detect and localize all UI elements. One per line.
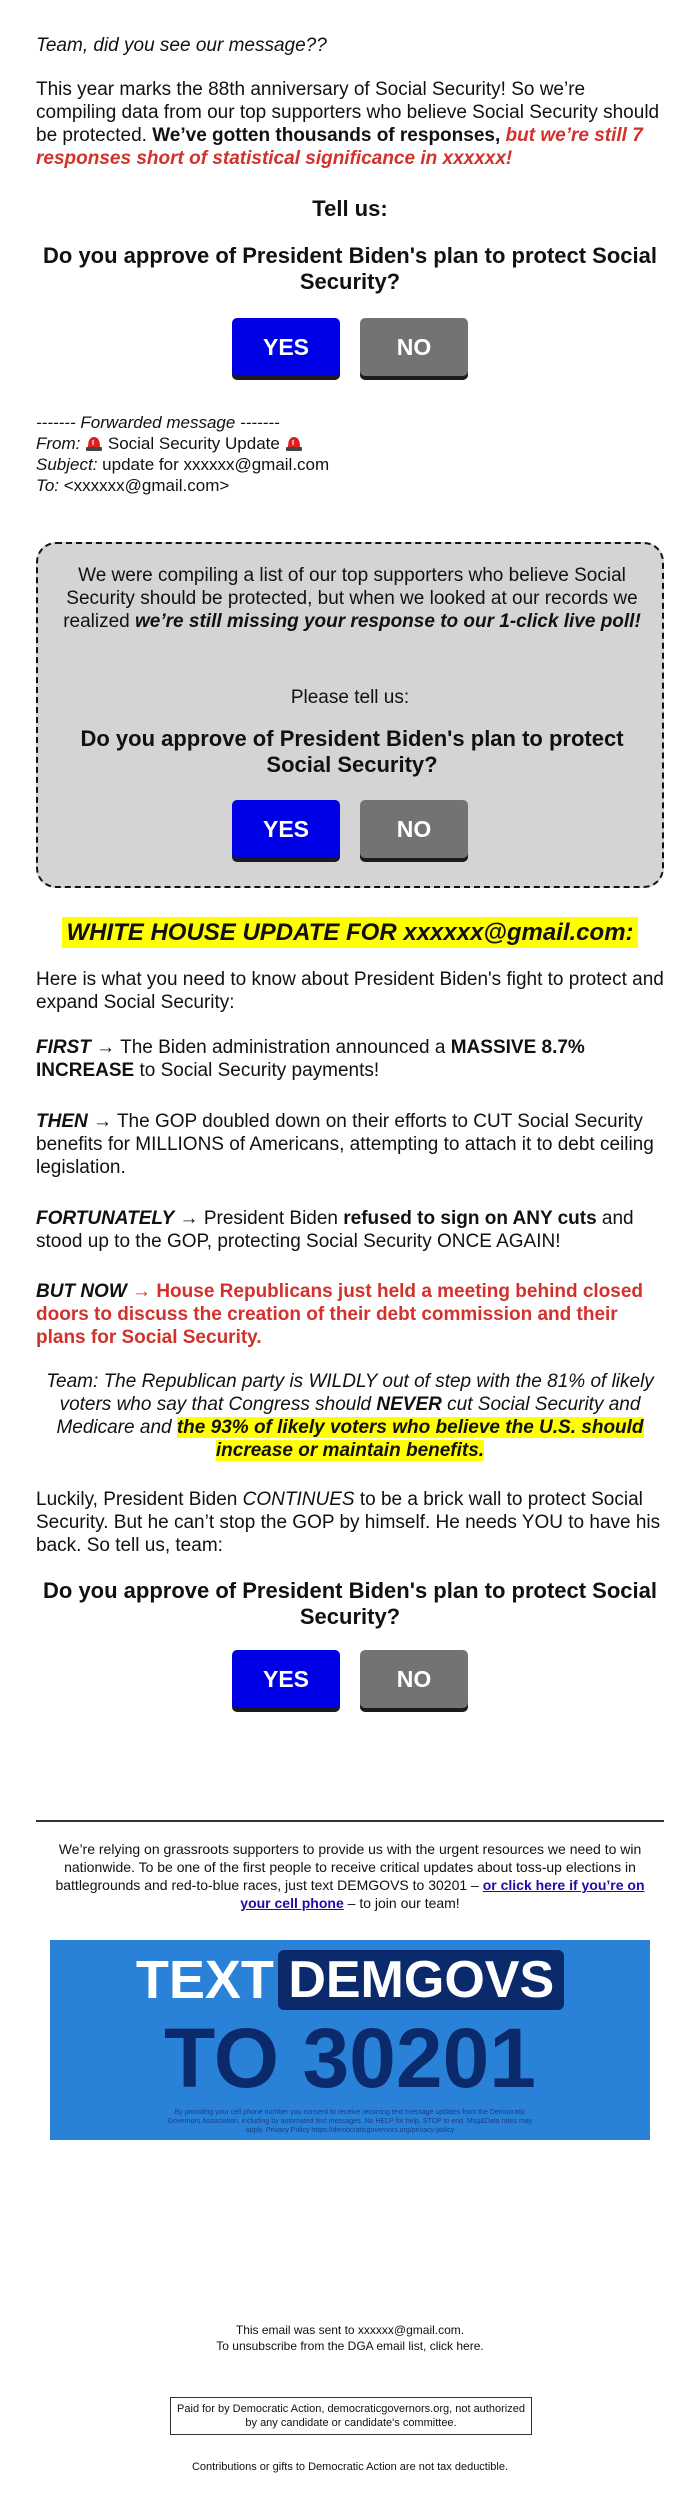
grassroots-tail: – to join our team! [343, 1895, 460, 1911]
team-note-part2: cut Social Security and Medicare and [56, 1394, 641, 1438]
please-tell-us: Please tell us: [290, 687, 410, 708]
first-bold: MASSIVE 8.7% INCREASE [36, 1037, 585, 1081]
footer-sent-to: This email was sent to xxxxxx@gmail.com. [235, 2323, 465, 2337]
intro-bold: We’ve gotten thousands of responses, [152, 125, 501, 146]
forwarded-block [36, 412, 329, 496]
no-button[interactable]: NO [360, 1650, 468, 1708]
first-paragraph [36, 1036, 664, 1082]
first-tail: to Social Security payments! [134, 1060, 380, 1081]
from-label: From: [36, 434, 81, 453]
poll-callout-box [36, 542, 664, 888]
team-note [36, 1370, 664, 1462]
callout-plain: We were compiling a list of our top supporters who believe Social Security should be protected, but when we looked at our records we realized [63, 565, 638, 632]
no-button[interactable]: NO [360, 318, 468, 376]
callout-emph: we’re still missing your response to our 1-click live poll! [135, 611, 641, 632]
poll-question-2: Do you approve of President Biden's plan to protect Social Security? [80, 726, 624, 777]
team-note-part1: Team: The Republican party is WILDLY out of step with the 81% of likely voters who say that Congress should [46, 1371, 654, 1415]
need-to-know: Here is what you need to know about President Biden's fight to protect and expand Social Security: [36, 969, 664, 1013]
luckily-part1: Luckily, President Biden [36, 1489, 243, 1510]
team-note-never: NEVER [376, 1394, 442, 1415]
banner-line-1 [50, 1948, 650, 2012]
fortunately-text: President Biden [203, 1208, 344, 1229]
banner-keyword: DEMGOVS [278, 1950, 564, 2010]
forwarded-to [36, 475, 329, 496]
forwarded-header: ------- Forwarded message ------- [36, 413, 280, 432]
poll-buttons-3 [36, 1650, 664, 1708]
poll-question-3: Do you approve of President Biden's plan to protect Social Security? [43, 1578, 657, 1629]
subject-label: Subject: [36, 455, 98, 474]
white-house-update-wrap [36, 918, 664, 948]
luckily-paragraph [36, 1488, 664, 1557]
intro-paragraph [36, 78, 664, 170]
first-arrow: → [90, 1037, 121, 1058]
to-value: <xxxxxx@gmail.com> [63, 476, 230, 495]
then-paragraph [36, 1110, 664, 1179]
grassroots-body: We’re relying on grassroots supporters to provide us with the urgent resources we need to win nationwide. To be one of the first people to receive critical updates about toss-up elections in battlegrounds and red-to-blue races, just text DEMGOVS to 30201 – [55, 1841, 642, 1893]
forwarded-subject [36, 454, 329, 475]
fortunately-paragraph [36, 1207, 664, 1253]
poll-buttons-1 [36, 318, 664, 376]
yes-button[interactable]: YES [232, 800, 340, 858]
fortunately-label: FORTUNATELY [36, 1208, 175, 1229]
subject-value: update for xxxxxx@gmail.com [102, 455, 330, 474]
yes-button[interactable]: YES [232, 1650, 340, 1708]
then-text: The GOP doubled down on their efforts to CUT Social Security benefits for MILLIONS of Americans, attempting to attach it to debt ceiling legislation. [36, 1111, 654, 1178]
but-now-label: BUT NOW [36, 1281, 127, 1302]
from-value: Social Security Update [107, 434, 280, 453]
first-label: FIRST [36, 1037, 91, 1058]
then-arrow: → [87, 1111, 117, 1132]
fortunately-bold: refused to sign on ANY cuts [343, 1208, 597, 1229]
poll-buttons-2 [38, 800, 662, 858]
but-now-arrow: → [126, 1281, 157, 1302]
siren-icon [85, 435, 103, 451]
greeting: Team, did you see our message?? [36, 35, 327, 56]
callout-text [58, 564, 646, 633]
cell-phone-link[interactable]: or click here if you’re on your cell phone [240, 1877, 645, 1911]
footer-unsubscribe[interactable]: To unsubscribe from the DGA email list, click here. [216, 2339, 484, 2353]
siren-icon [285, 435, 303, 451]
not-deductible-notice: Contributions or gifts to Democratic Action are not tax deductible. [191, 2461, 509, 2473]
first-text: The Biden administration announced a [120, 1037, 451, 1058]
yes-button[interactable]: YES [232, 318, 340, 376]
grassroots-text [46, 1840, 654, 1912]
intro-red: but we’re still 7 responses short of statistical significance in xxxxxx! [36, 125, 643, 169]
banner-to-number: TO 30201 [163, 2011, 537, 2105]
fortunately-tail: and stood up to the GOP, protecting Social Security ONCE AGAIN! [36, 1208, 634, 1252]
luckily-continues: CONTINUES [242, 1489, 355, 1510]
white-house-update-heading: WHITE HOUSE UPDATE FOR xxxxxx@gmail.com: [62, 917, 637, 948]
poll-question-1: Do you approve of President Biden's plan to protect Social Security? [43, 243, 657, 294]
no-button[interactable]: NO [360, 800, 468, 858]
banner-text-word: TEXT [135, 1950, 274, 2010]
but-now-paragraph [36, 1280, 664, 1349]
section-divider [36, 1820, 664, 1822]
banner-fine-print: By providing your cell phone number you consent to receive recurring text message updates from the Democratic Governors Association, including by automated text messages. No HELP for help, STOP to end. Msg&Data rates may apply. Privacy Policy https://democraticgovernors.org/privacy-policy [167, 2109, 533, 2134]
team-note-highlight: the 93% of likely voters who believe the U.S. should increase or maintain benefits. [176, 1417, 644, 1461]
forwarded-from [36, 433, 329, 454]
to-label: To: [36, 476, 60, 495]
intro-text: This year marks the 88th anniversary of Social Security! So we’re compiling data from our top supporters who believe Social Security should be protected. [36, 79, 660, 146]
text-demgovs-banner[interactable] [50, 1940, 650, 2140]
luckily-part2: to be a brick wall to protect Social Security. But he can’t stop the GOP by himself. He needs YOU to have his back. So tell us, team: [36, 1489, 661, 1556]
tell-us-heading: Tell us: [312, 196, 388, 221]
but-now-red: House Republicans just held a meeting behind closed doors to discuss the creation of their debt commission and their plans for Social Security. [36, 1281, 644, 1348]
then-label: THEN [36, 1111, 88, 1132]
fortunately-arrow: → [174, 1208, 204, 1229]
paid-for-disclaimer: Paid for by Democratic Action, democraticgovernors.org, not authorized by any candidate or candidate's committee. [170, 2397, 532, 2435]
